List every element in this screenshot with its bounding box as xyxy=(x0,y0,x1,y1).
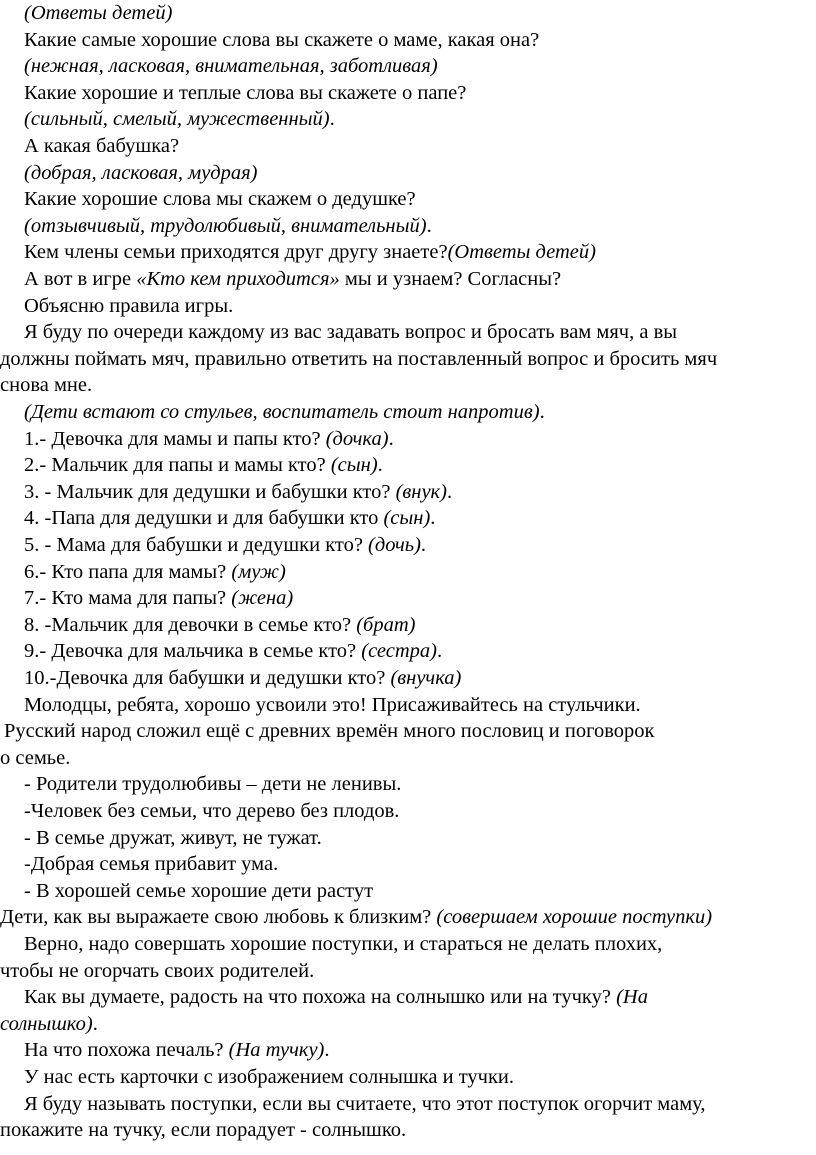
body-text: Русский народ сложил ещё с древних времён много пословиц и поговорок xyxy=(4,720,655,743)
body-text: У нас есть карточки с изображением солнышка и тучки. xyxy=(24,1066,515,1088)
italic-text: (дочь) xyxy=(368,534,421,556)
text-line xyxy=(24,239,596,265)
body-text: Молодцы, ребята, хорошо усвоили это! Присаживайтесь на стульчики. xyxy=(24,693,641,716)
body-text: 8. -Мальчик для девочки в семье кто? xyxy=(24,613,357,636)
text-line xyxy=(24,585,293,611)
text-line xyxy=(24,984,648,1010)
text-line xyxy=(24,186,416,212)
body-text: . xyxy=(324,1039,330,1062)
italic-text: «Кто кем приходится» xyxy=(136,268,340,290)
text-line xyxy=(24,638,442,664)
italic-text: (сильный, смелый, мужественный) xyxy=(24,108,330,131)
body-text: . xyxy=(426,214,432,237)
text-line xyxy=(0,745,70,771)
text-line xyxy=(24,426,394,452)
text-line xyxy=(24,160,258,186)
body-text: -Человек без семьи, что дерево без плодов. xyxy=(24,800,400,822)
body-text: Кем члены семьи приходятся друг другу знаете? xyxy=(24,241,448,264)
text-line xyxy=(24,505,435,531)
body-text: - Родители трудолюбивы – дети не ленивы. xyxy=(24,773,402,796)
body-text: . xyxy=(388,427,394,450)
text-line xyxy=(0,958,314,984)
text-line xyxy=(24,1037,330,1063)
body-text: . xyxy=(329,108,335,131)
body-text: 9.- Девочка для мальчика в семье кто? xyxy=(24,640,362,663)
italic-text: (Ответы детей) xyxy=(447,241,596,264)
body-text: А вот в игре xyxy=(24,268,137,290)
body-text: Какие хорошие слова мы скажем о дедушке? xyxy=(24,188,416,211)
body-text: Дети, как вы выражаете свою любовь к близким? xyxy=(0,906,437,929)
text-line xyxy=(24,399,545,425)
text-line xyxy=(24,771,401,797)
italic-text: (сын) xyxy=(383,507,431,530)
body-text: . xyxy=(92,1012,98,1035)
text-line xyxy=(24,665,461,691)
body-text: . xyxy=(420,534,427,556)
body-text: -Добрая семья прибавит ума. xyxy=(24,853,279,876)
body-text: . xyxy=(446,480,453,503)
body-text: о семье. xyxy=(0,746,71,769)
text-line xyxy=(24,319,677,345)
body-text: снова мне. xyxy=(0,374,93,397)
text-line xyxy=(0,346,717,372)
body-text: . xyxy=(436,640,443,663)
italic-text: (На тучку) xyxy=(228,1039,325,1062)
body-text: Я буду называть поступки, если вы считаете, что этот поступок огорчит маму, xyxy=(24,1092,706,1115)
text-line xyxy=(0,1011,98,1037)
body-text: 6.- Кто папа для мамы? xyxy=(24,560,232,583)
text-line xyxy=(0,372,92,398)
italic-text: (дочка) xyxy=(325,427,389,450)
italic-text: (муж) xyxy=(231,560,286,583)
italic-text: (добрая, ласковая, мудрая) xyxy=(24,161,258,184)
body-text: . xyxy=(539,401,545,423)
body-text: Как вы думаете, радость на что похожа на солнышко или на тучку? xyxy=(24,986,617,1009)
body-text: - В семье дружат, живут, не тужат. xyxy=(24,826,322,849)
text-line xyxy=(24,692,641,718)
text-line xyxy=(24,931,662,957)
body-text: покажите на тучку, если порадует - солнышко. xyxy=(0,1119,407,1142)
text-line xyxy=(24,53,438,79)
text-line xyxy=(24,1064,514,1090)
body-text: . xyxy=(377,454,383,477)
body-text: Я буду по очереди каждому из вас задавать вопрос и бросать вам мяч, а вы xyxy=(24,321,678,344)
italic-text: (совершаем хорошие поступки) xyxy=(436,906,713,929)
text-line xyxy=(0,1117,406,1143)
italic-text: (внук) xyxy=(395,480,447,503)
text-line xyxy=(24,1091,706,1117)
text-line xyxy=(24,106,335,132)
text-line xyxy=(24,798,399,824)
text-line xyxy=(4,718,655,744)
body-text: 3. - Мальчик для дедушки и бабушки кто? xyxy=(24,480,396,503)
italic-text: (нежная, ласковая, внимательная, заботливая) xyxy=(24,55,438,78)
italic-text: (сын) xyxy=(330,454,378,477)
body-text: 5. - Мама для бабушки и дедушки кто? xyxy=(24,534,369,556)
text-line xyxy=(24,27,539,53)
text-line xyxy=(24,479,452,505)
body-text: . xyxy=(430,507,436,530)
body-text: Объясню правила игры. xyxy=(24,294,234,317)
italic-text: (На xyxy=(616,986,648,1009)
text-line xyxy=(24,532,426,558)
text-line xyxy=(24,266,561,292)
body-text: 4. -Папа для дедушки и для бабушки кто xyxy=(24,507,384,530)
italic-text: (брат) xyxy=(356,613,416,636)
body-text: А какая бабушка? xyxy=(24,135,180,157)
text-line xyxy=(24,825,322,851)
body-text: Какие самые хорошие слова вы скажете о маме, какая она? xyxy=(24,28,540,51)
body-text: Верно, надо совершать хорошие поступки, и стараться не делать плохих, xyxy=(24,933,663,955)
text-line xyxy=(24,878,373,904)
body-text: 1.- Девочка для мамы и папы кто? xyxy=(24,427,326,450)
body-text: мы и узнаем? Согласны? xyxy=(339,268,562,290)
italic-text: (жена) xyxy=(231,587,294,610)
body-text: 7.- Кто мама для папы? xyxy=(24,587,232,610)
italic-text: (Ответы детей) xyxy=(24,2,173,24)
text-line xyxy=(24,133,179,159)
text-line xyxy=(24,851,278,877)
body-text: должны поймать мяч, правильно ответить на поставленный вопрос и бросить мяч xyxy=(0,347,718,370)
body-text: Какие хорошие и теплые слова вы скажете о папе? xyxy=(24,81,467,104)
italic-text: (Дети встают со стульев, воспитатель стоит напротив) xyxy=(24,401,540,423)
italic-text: (внучка) xyxy=(390,667,462,689)
body-text: чтобы не огорчать своих родителей. xyxy=(0,959,315,982)
body-text: На что похожа печаль? xyxy=(24,1039,229,1062)
text-line xyxy=(24,293,233,319)
text-line xyxy=(24,80,466,106)
text-line xyxy=(24,452,383,478)
text-line xyxy=(24,559,286,585)
text-line xyxy=(24,213,432,239)
italic-text: солнышко) xyxy=(0,1012,93,1035)
body-text: - В хорошей семье хорошие дети растут xyxy=(24,879,374,902)
text-line xyxy=(24,0,172,26)
body-text: 10.-Девочка для бабушки и дедушки кто? xyxy=(24,667,391,689)
italic-text: (отзывчивый, трудолюбивый, внимательный) xyxy=(24,214,427,237)
italic-text: (сестра) xyxy=(361,640,437,663)
text-line xyxy=(0,904,712,930)
text-line xyxy=(24,612,416,638)
body-text: 2.- Мальчик для папы и мамы кто? xyxy=(24,454,331,477)
